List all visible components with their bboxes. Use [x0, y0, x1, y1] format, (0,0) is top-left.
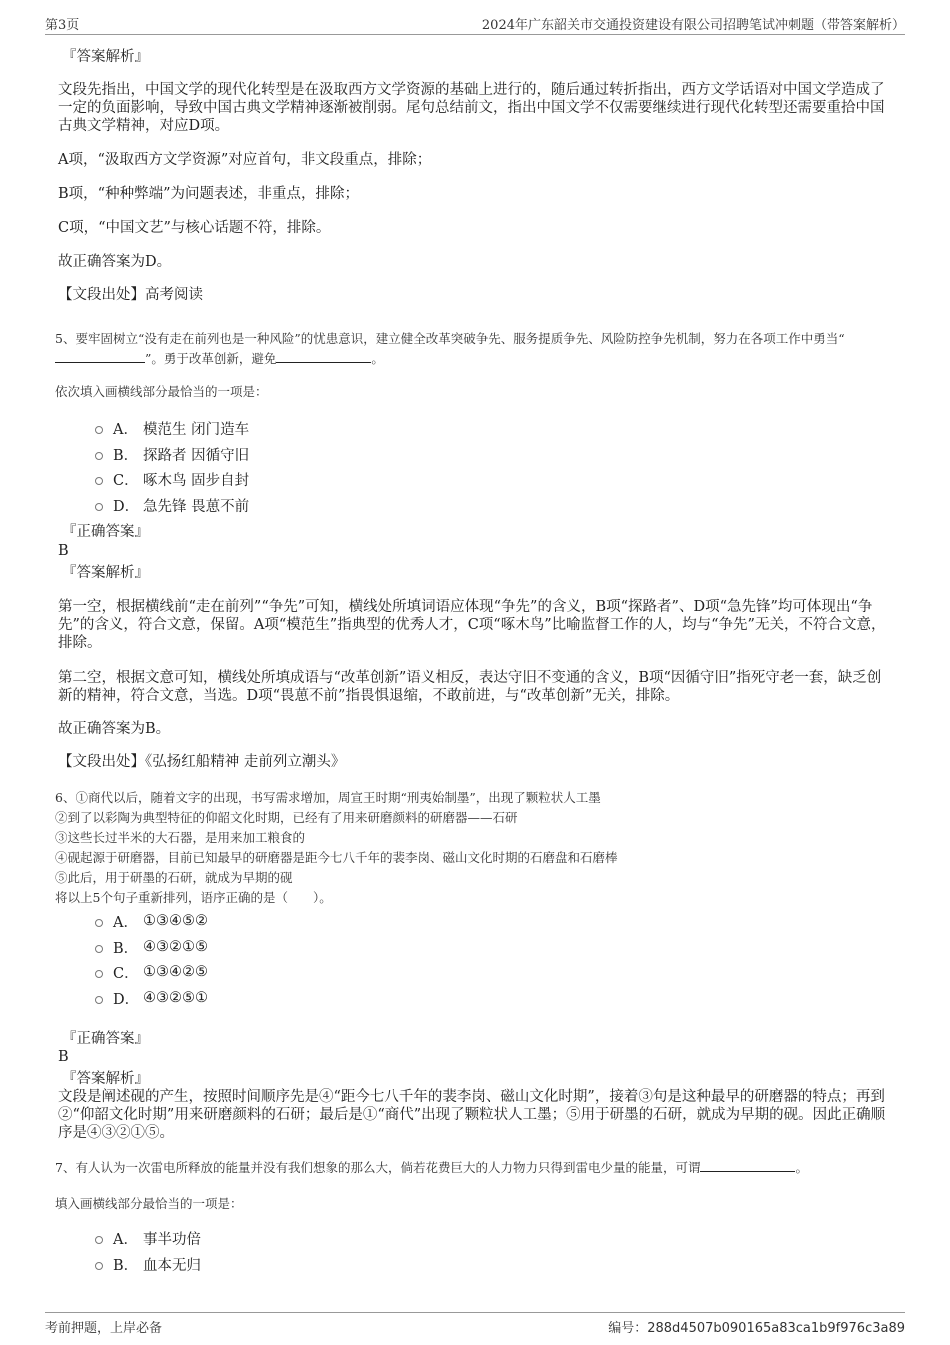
fill-blank [276, 350, 371, 363]
q4-conclusion: 故正确答案为D。 [58, 254, 172, 270]
q7-prompt: 填入画横线部分最恰当的一项是： [55, 1196, 243, 1211]
q5-option-c[interactable]: C． 啄木鸟 固步自封 [95, 469, 249, 489]
q6-option-c[interactable]: C． ①③④②⑤ [95, 962, 208, 982]
page-number: 第3页 [45, 18, 80, 33]
q5-conclusion: 故正确答案为B。 [58, 721, 171, 737]
q4-analysis-option-a: A项，“汲取西方文学资源”对应首句，非文段重点，排除； [58, 152, 432, 168]
q6-line-1: 6、①商代以后，随着文字的出现，书写需求增加，周宣王时期“刑夷始制墨”，出现了颗粒状人工墨 [55, 790, 601, 805]
q5-analysis-paragraph-1: 第一空，根据横线前“走在前列”“争先”可知，横线处所填词语应体现“争先”的含义，B项“探路者”、D项“急先锋”均可体现出“争先”的含义，符合文意，保留。A项“模范生”指典型的优秀人才，C项“啄木鸟”比喻监督工作的人，均与“争先”无关，不符合文意，排除。 [58, 599, 886, 651]
radio-icon[interactable] [95, 970, 103, 978]
document-code: 编号：288d4507b090165a83ca1b9f976c3a89 [608, 1321, 905, 1336]
page-header [45, 12, 905, 35]
q5-analysis-paragraph-2: 第二空，根据文意可知，横线处所填成语与“改革创新”语义相反，表达守旧不变通的含义，B项“因循守旧”指死守老一套，缺乏创新的精神，符合文意，当选。D项“畏葸不前”指畏惧退缩，不敢前进，与“改革创新”无关，排除。 [58, 670, 882, 704]
q5-option-d[interactable]: D． 急先锋 畏葸不前 [95, 495, 249, 515]
radio-icon[interactable] [95, 426, 103, 434]
q5-analysis-label: 『答案解析』 [62, 565, 149, 581]
q6-option-b[interactable]: B． ④③②①⑤ [95, 937, 208, 957]
radio-icon[interactable] [95, 1262, 103, 1270]
q6-analysis-paragraph: 文段是阐述砚的产生，按照时间顺序先是④“距今七八千年的裴李岗、磁山文化时期”，接着③句是这种最早的研磨器的特点；再到②“仰韶文化时期”用来研磨颜料的石研；最后是①“商代”出现了颗粒状人工墨；⑤用于研墨的石研，就成为早期的砚。因此正确顺序是④③②①⑤。 [58, 1089, 886, 1141]
document-title: 2024年广东韶关市交通投资建设有限公司招聘笔试冲刺题（带答案解析） [481, 18, 905, 33]
q6-line-4: ④砚起源于研磨器，目前已知最早的研磨器是距今七八千年的裴李岗、磁山文化时期的石磨盘和石磨棒 [55, 850, 618, 865]
q4-analysis-paragraph: 文段先指出，中国文学的现代化转型是在汲取西方文学资源的基础上进行的，随后通过转折指出，西方文学话语对中国文学造成了一定的负面影响，导致中国古典文学精神逐渐被削弱。尾句总结前文，指出中国文学不仅需要继续进行现代化转型还需要重拾中国古典文学精神，对应D项。 [58, 82, 885, 134]
q5-option-a[interactable]: A． 模范生 闭门造车 [95, 418, 249, 438]
fill-blank [700, 1159, 795, 1172]
q6-analysis-label: 『答案解析』 [62, 1071, 149, 1087]
q7-option-a[interactable]: A． 事半功倍 [95, 1228, 201, 1248]
radio-icon[interactable] [95, 919, 103, 927]
q4-source: 【文段出处】高考阅读 [58, 287, 203, 303]
q5-stem: 5、要牢固树立“没有走在前列也是一种风险”的忧患意识，建立健全改革突破争先、服务提质争先、风险防控争先机制，努力在各项工作中勇当“”。勇于改革创新，避免 。 [55, 331, 845, 366]
q5-source: 【文段出处】《弘扬红船精神 走前列立潮头》 [58, 754, 346, 770]
radio-icon[interactable] [95, 945, 103, 953]
q5-answer: B [58, 543, 69, 559]
radio-icon[interactable] [95, 996, 103, 1004]
q6-answer: B [58, 1049, 69, 1065]
fill-blank [55, 350, 145, 363]
q4-analysis-option-b: B项，“种种弊端”为问题表述，非重点，排除； [58, 186, 359, 202]
q6-line-2: ②到了以彩陶为典型特征的仰韶文化时期，已经有了用来研磨颜料的研磨器——石研 [55, 810, 518, 825]
page-footer [45, 1312, 905, 1335]
q6-answer-label: 『正确答案』 [62, 1031, 149, 1047]
q5-option-b[interactable]: B． 探路者 因循守旧 [95, 444, 249, 464]
q6-option-d[interactable]: D． ④③②⑤① [95, 988, 208, 1008]
footer-slogan: 考前押题，上岸必备 [45, 1321, 163, 1336]
q6-prompt: 将以上5个句子重新排列，语序正确的是（ ）。 [55, 890, 332, 905]
q6-line-3: ③这些长过半米的大石器，是用来加工粮食的 [55, 830, 306, 845]
radio-icon[interactable] [95, 477, 103, 485]
q5-answer-label: 『正确答案』 [62, 524, 149, 540]
q6-option-a[interactable]: A． ①③④⑤② [95, 911, 208, 931]
q7-option-b[interactable]: B． 血本无归 [95, 1254, 201, 1274]
radio-icon[interactable] [95, 452, 103, 460]
q6-line-5: ⑤此后，用于研墨的石研，就成为早期的砚 [55, 870, 293, 885]
radio-icon[interactable] [95, 503, 103, 511]
q7-stem: 7、有人认为一次雷电所释放的能量并没有我们想象的那么大，倘若花费巨大的人力物力只得到雷电少量的能量，可谓 。 [55, 1160, 808, 1175]
q4-analysis-option-c: C项，“中国文艺”与核心话题不符，排除。 [58, 220, 331, 236]
radio-icon[interactable] [95, 1236, 103, 1244]
q4-analysis-label: 『答案解析』 [62, 49, 149, 65]
q5-prompt: 依次填入画横线部分最恰当的一项是： [55, 384, 268, 399]
